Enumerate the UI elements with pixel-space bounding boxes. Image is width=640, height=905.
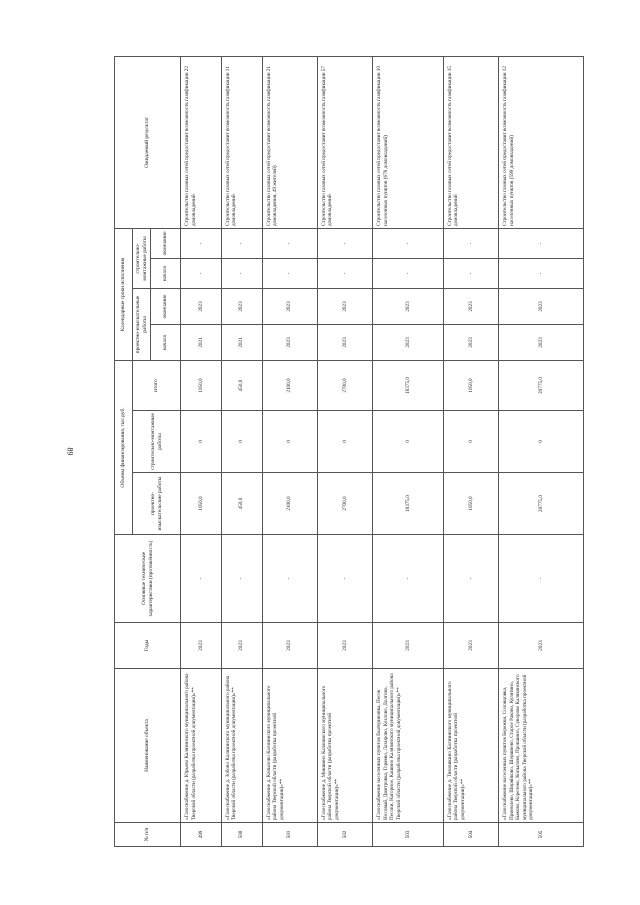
- row-construction-start: -: [181, 258, 222, 288]
- table-row: [181, 56, 222, 846]
- row-years: 2023: [262, 623, 317, 669]
- header-construction-works: строительно-монтажные работы: [133, 228, 151, 288]
- row-design-start: 2023: [262, 324, 317, 360]
- row-result: Строительство газовых сетей предоставит возможность газификации 22 домовладений: [181, 56, 222, 228]
- row-design-end: 2023: [181, 288, 222, 324]
- row-total-cost: 20775,0: [499, 360, 584, 410]
- row-construction-end: -: [373, 228, 443, 258]
- row-construction-end: -: [181, 228, 222, 258]
- header-construction-end: окончание: [151, 228, 181, 258]
- header-num: № п/п: [115, 823, 181, 847]
- row-design-end: 2023: [317, 288, 372, 324]
- row-tech: -: [181, 535, 222, 623]
- row-tech: -: [499, 535, 584, 623]
- row-total-cost: 18375,0: [373, 360, 443, 410]
- row-num: 501: [262, 823, 317, 847]
- row-num: 502: [317, 823, 372, 847]
- header-design-works: проектно-изыскательные работы: [133, 288, 151, 360]
- table-row: [443, 56, 498, 846]
- row-construction-cost: 0: [181, 411, 222, 473]
- row-design-end: 2023: [443, 288, 498, 324]
- row-num: 505: [499, 823, 584, 847]
- row-construction-start: -: [443, 258, 498, 288]
- row-construction-cost: 0: [443, 411, 498, 473]
- row-name: «Газоснабжение д. Зобово Калязинского муниципального района Тверской области (разработка проектной документации)»**: [221, 669, 262, 823]
- row-construction-start: -: [373, 258, 443, 288]
- row-construction-cost: 0: [317, 411, 372, 473]
- row-design-cost: 18375,0: [373, 473, 443, 535]
- row-years: 2023: [499, 623, 584, 669]
- row-num: 499: [181, 823, 222, 847]
- row-result: Строительство газовых сетей предоставит возможность газификации 57 домовладений: [317, 56, 372, 228]
- table-row: [221, 56, 262, 846]
- row-name: «Газоснабжение д. Микшино Калязинского муниципального района Тверской области (разработка проектной документации)»**: [317, 669, 372, 823]
- row-design-end: 2023: [221, 288, 262, 324]
- row-design-start: 2023: [373, 324, 443, 360]
- row-name: «Газоснабжение д. Юрьево Калязинского муниципального района Тверской области (разработка проектной документации)»**: [181, 669, 222, 823]
- header-years: Годы: [115, 623, 181, 669]
- row-result: Строительство газовых сетей предоставит возможность газификации 11 домовладений: [221, 56, 262, 228]
- row-total-cost: 2100,0: [262, 360, 317, 410]
- row-construction-end: -: [317, 228, 372, 258]
- row-name: «Газоснабжение населенных пунктов Бережки, Соловцовка, Приемлево, Ширяйково, Шершнево, Старое Раково, Кулятино, Быково, Корелево, Копылово, Прокшино, Суворово Калязинского муниципального района Тверской области (разработка проектной документации)»**: [499, 669, 584, 823]
- row-years: 2023: [221, 623, 262, 669]
- object-table: [114, 56, 584, 847]
- row-construction-start: -: [262, 258, 317, 288]
- rotated-table-container: [114, 57, 584, 847]
- row-design-cost: 1050,0: [443, 473, 498, 535]
- header-funding-total: итого: [133, 360, 181, 410]
- header-funding-design: проектно-изыскательские работы: [133, 473, 181, 535]
- header-funding-construction: строительно-монтажные работы: [133, 411, 181, 473]
- table-row: [317, 56, 372, 846]
- row-total-cost: 2700,0: [317, 360, 372, 410]
- row-years: 2023: [181, 623, 222, 669]
- row-construction-end: -: [443, 228, 498, 258]
- row-name: «Газоснабжение д. Тимошкино Калязинского муниципального района Тверской области (разработка проектной документации)»**: [443, 669, 498, 823]
- row-construction-end: -: [221, 228, 262, 258]
- row-design-cost: 1050,0: [181, 473, 222, 535]
- row-num: 500: [221, 823, 262, 847]
- row-design-cost: 20775,0: [499, 473, 584, 535]
- row-construction-cost: 0: [262, 411, 317, 473]
- row-result: Строительство газовых сетей предоставит возможность газификации 21 домовладения, 49 жителей): [262, 56, 317, 228]
- row-num: 503: [373, 823, 443, 847]
- page-number: 89: [65, 447, 75, 456]
- header-name: Наименование объекта: [115, 669, 181, 823]
- row-design-end: 2023: [262, 288, 317, 324]
- row-design-cost: 450,0: [221, 473, 262, 535]
- row-construction-start: -: [221, 258, 262, 288]
- row-design-start: 2021: [221, 324, 262, 360]
- row-construction-start: -: [499, 258, 584, 288]
- row-construction-end: -: [262, 228, 317, 258]
- header-design-end: окончание: [151, 288, 181, 324]
- row-tech: -: [373, 535, 443, 623]
- row-name: «Газоснабжение д. Копылово Калязинского муниципального района Тверской области (разработка проектной документации)»**: [262, 669, 317, 823]
- row-total-cost: 1050,0: [181, 360, 222, 410]
- row-result: Строительство газовых сетей предоставит возможность газификации 12 населенных пунктов (599 домовладений): [499, 56, 584, 228]
- row-years: 2023: [373, 623, 443, 669]
- row-total-cost: 1050,0: [443, 360, 498, 410]
- row-name: «Газоснабжение населенных пунктов Екатериновка, Песок Носовый, Дмитровка, Горяево, Лахирово, Козлово, Долгово, Песоки, Нагорное, Кашино Калязинского муниципального района Тверской области (разработка проектной документации)»**: [373, 669, 443, 823]
- row-tech: -: [317, 535, 372, 623]
- row-design-start: 2021: [181, 324, 222, 360]
- header-funding: Объемы финансирования, тыс.руб.: [115, 360, 133, 534]
- header-construction-start: начало: [151, 258, 181, 288]
- row-tech: -: [221, 535, 262, 623]
- row-design-start: 2023: [443, 324, 498, 360]
- row-years: 2023: [443, 623, 498, 669]
- row-construction-start: -: [317, 258, 372, 288]
- row-design-start: 2023: [317, 324, 372, 360]
- table-row: [499, 56, 584, 846]
- row-result: Строительство газовых сетей предоставит возможность газификации 10 населенных пунктов (678 домовладений): [373, 56, 443, 228]
- header-design-start: начало: [151, 324, 181, 360]
- row-design-end: 2023: [373, 288, 443, 324]
- row-construction-cost: 0: [499, 411, 584, 473]
- row-construction-end: -: [499, 228, 584, 258]
- row-result: Строительство газовых сетей предоставит возможность газификации 15 домовладений: [443, 56, 498, 228]
- row-design-cost: 2100,0: [262, 473, 317, 535]
- row-design-cost: 2700,0: [317, 473, 372, 535]
- row-total-cost: 450,0: [221, 360, 262, 410]
- row-design-start: 2023: [499, 324, 584, 360]
- row-num: 504: [443, 823, 498, 847]
- header-result: Ожидаемый результат: [115, 56, 181, 228]
- row-tech: -: [262, 535, 317, 623]
- row-years: 2023: [317, 623, 372, 669]
- header-calendar: Календарные сроки исполнения: [115, 228, 133, 360]
- row-design-end: 2023: [499, 288, 584, 324]
- row-construction-cost: 0: [373, 411, 443, 473]
- row-construction-cost: 0: [221, 411, 262, 473]
- table-row: [262, 56, 317, 846]
- row-tech: -: [443, 535, 498, 623]
- header-tech: Основные технические характеристики (протяжённость): [115, 535, 181, 623]
- table-row: [373, 56, 443, 846]
